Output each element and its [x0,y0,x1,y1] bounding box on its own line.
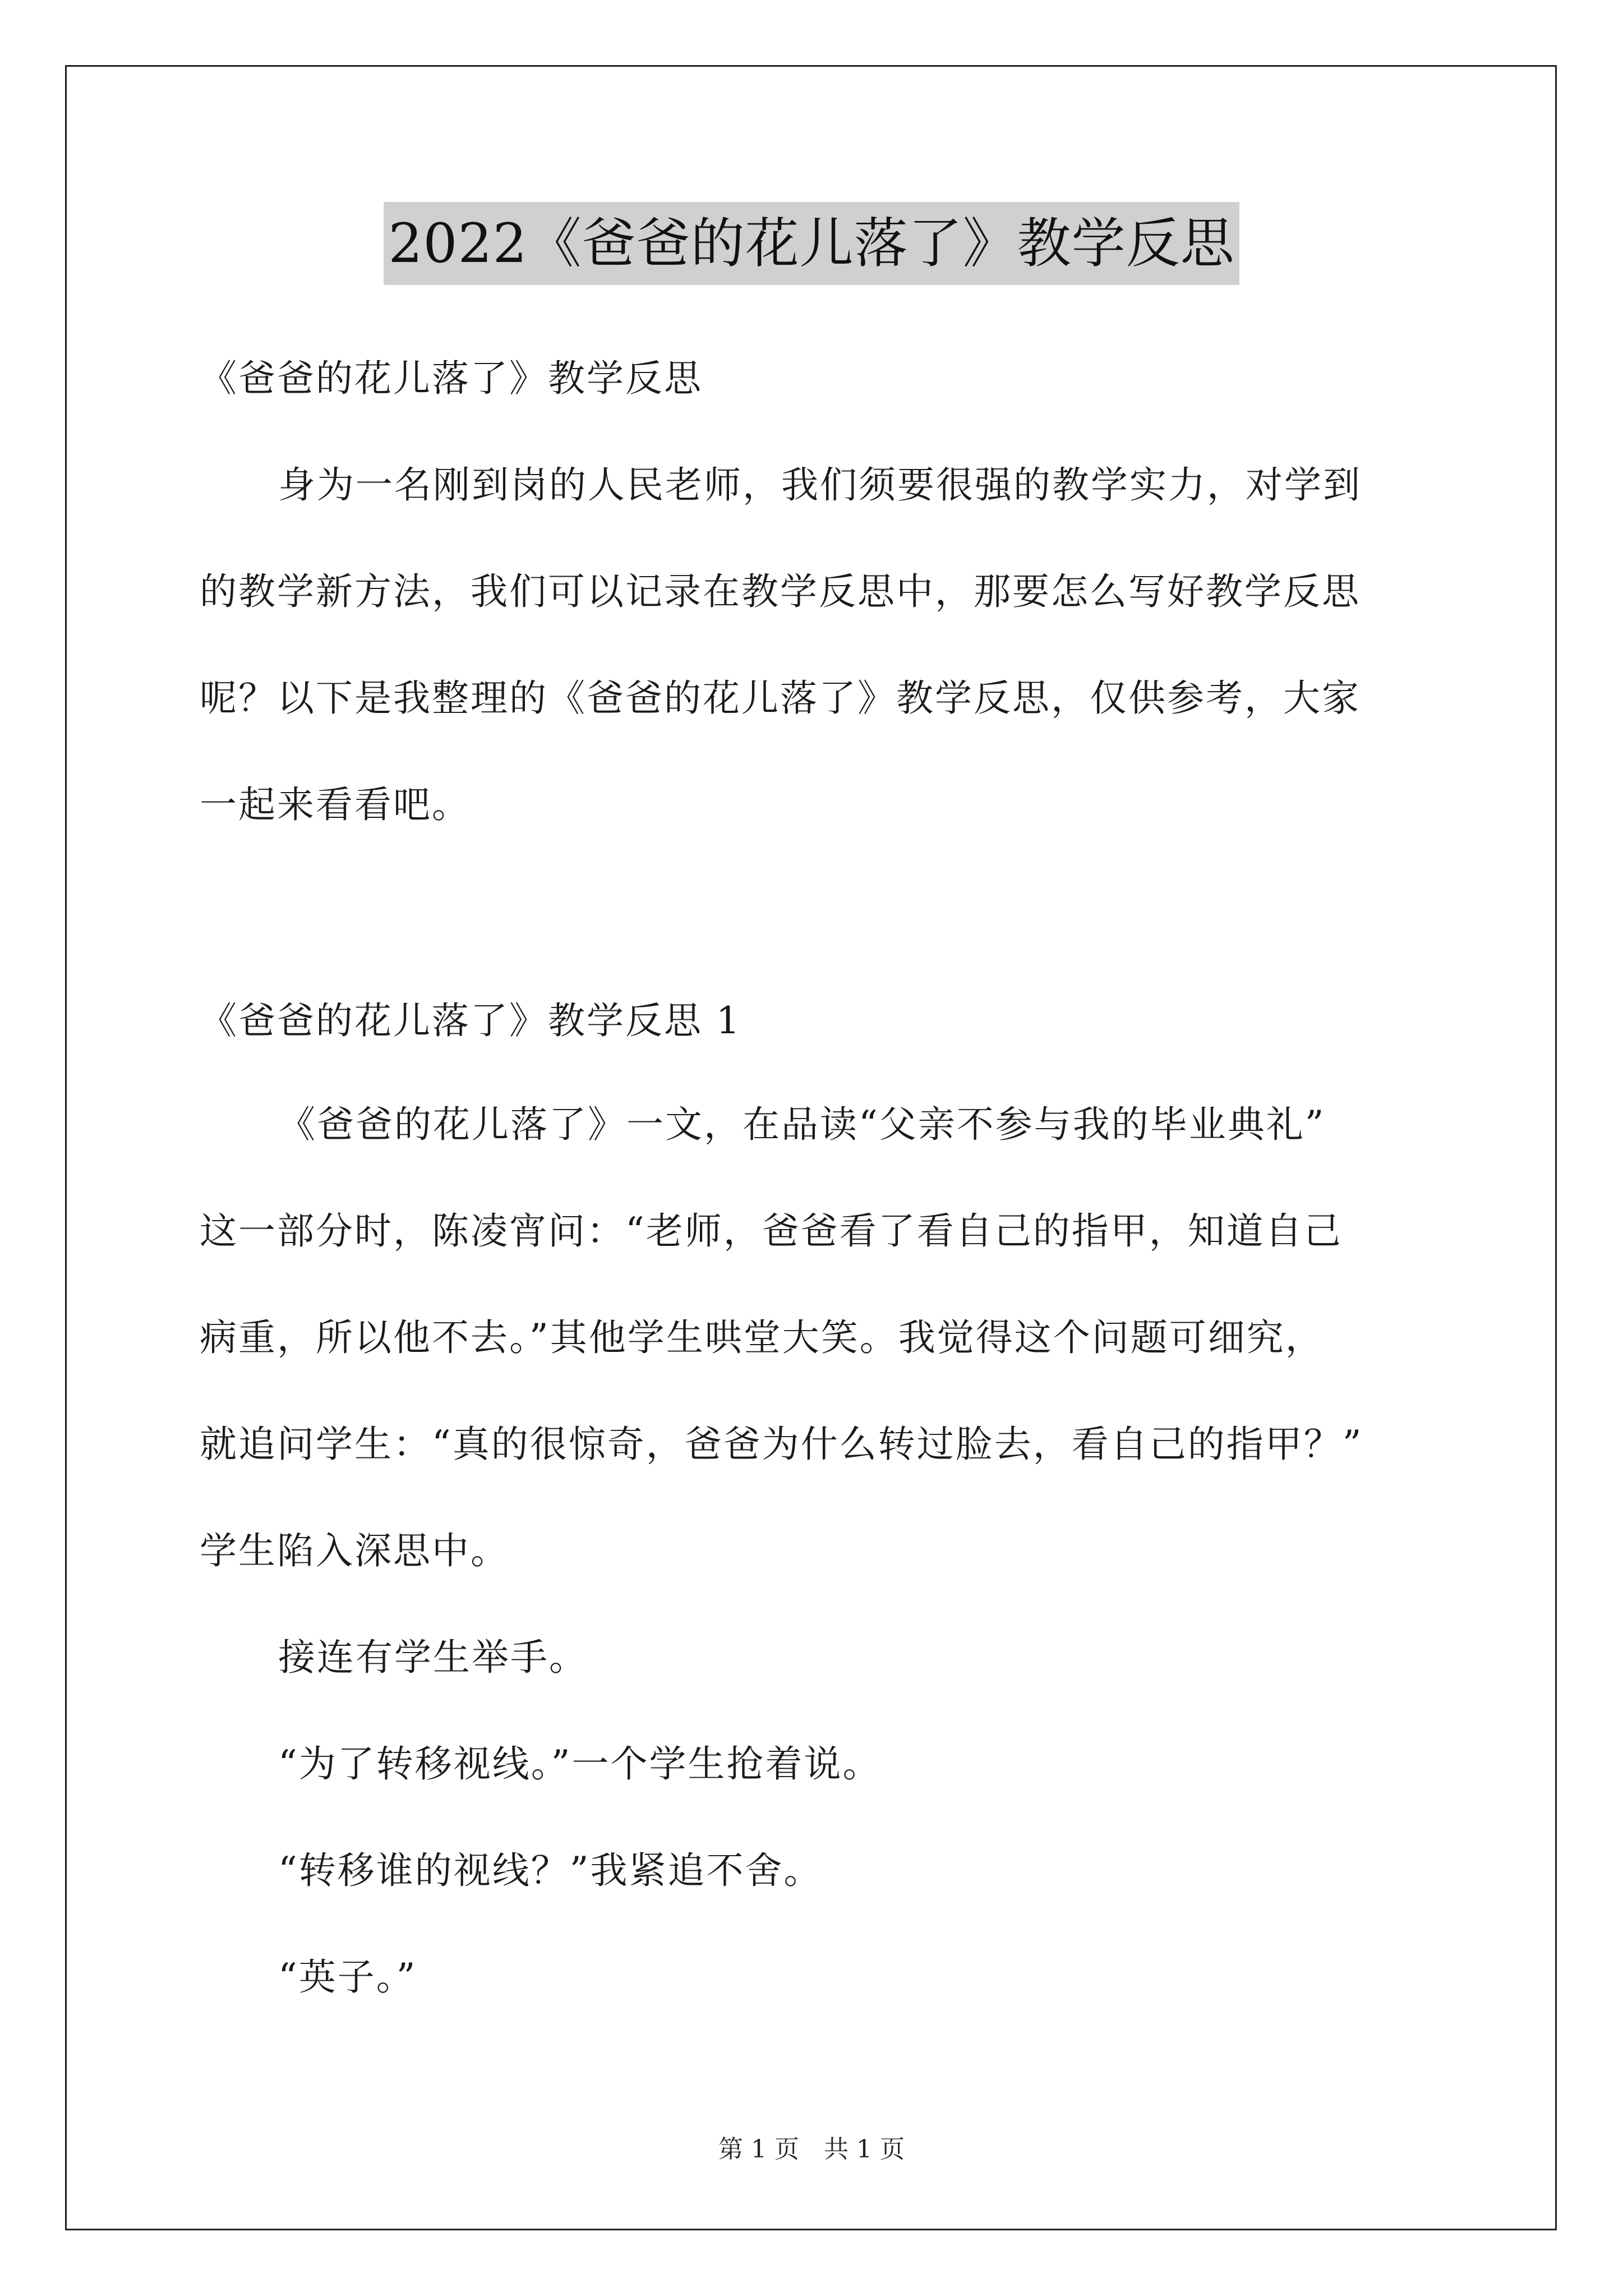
para1-line-1: 《爸爸的花儿落了》一文，在品读“父亲不参与我的毕业典礼” [278,1103,1326,1146]
page-footer: 第 1 页 共 1 页 [718,2135,905,2164]
para1-line-2: 这一部分时，陈凌宵问：“老师，爸爸看了看自己的指甲，知道自己 [200,1209,1343,1253]
para1-line-3: 病重，所以他不去。”其他学生哄堂大笑。我觉得这个问题可细究， [200,1316,1324,1359]
para5: “英子。” [278,1955,417,1999]
document-title: 2022《爸爸的花儿落了》教学反思 [384,202,1239,285]
intro-line-2: 的教学新方法，我们可以记录在教学反思中，那要怎么写好教学反思 [200,570,1361,613]
para3: “为了转移视线。”一个学生抢着说。 [278,1742,882,1786]
para2: 接连有学生举手。 [278,1636,588,1679]
section-heading: 《爸爸的花儿落了》教学反思 1 [200,999,741,1042]
intro-line-3: 呢？以下是我整理的《爸爸的花儿落了》教学反思，仅供参考，大家 [200,677,1361,720]
para1-line-5: 学生陷入深思中。 [200,1529,509,1572]
para4: “转移谁的视线？”我紧追不舍。 [278,1849,823,1892]
intro-line-4: 一起来看看吧。 [200,783,471,826]
subtitle: 《爸爸的花儿落了》教学反思 [200,357,703,400]
intro-line-1: 身为一名刚到岗的人民老师，我们须要很强的教学实力，对学到 [278,463,1362,507]
para1-line-4: 就追问学生：“真的很惊奇，爸爸为什么转过脸去，看自己的指甲？” [200,1423,1363,1466]
title-container [0,202,1623,285]
